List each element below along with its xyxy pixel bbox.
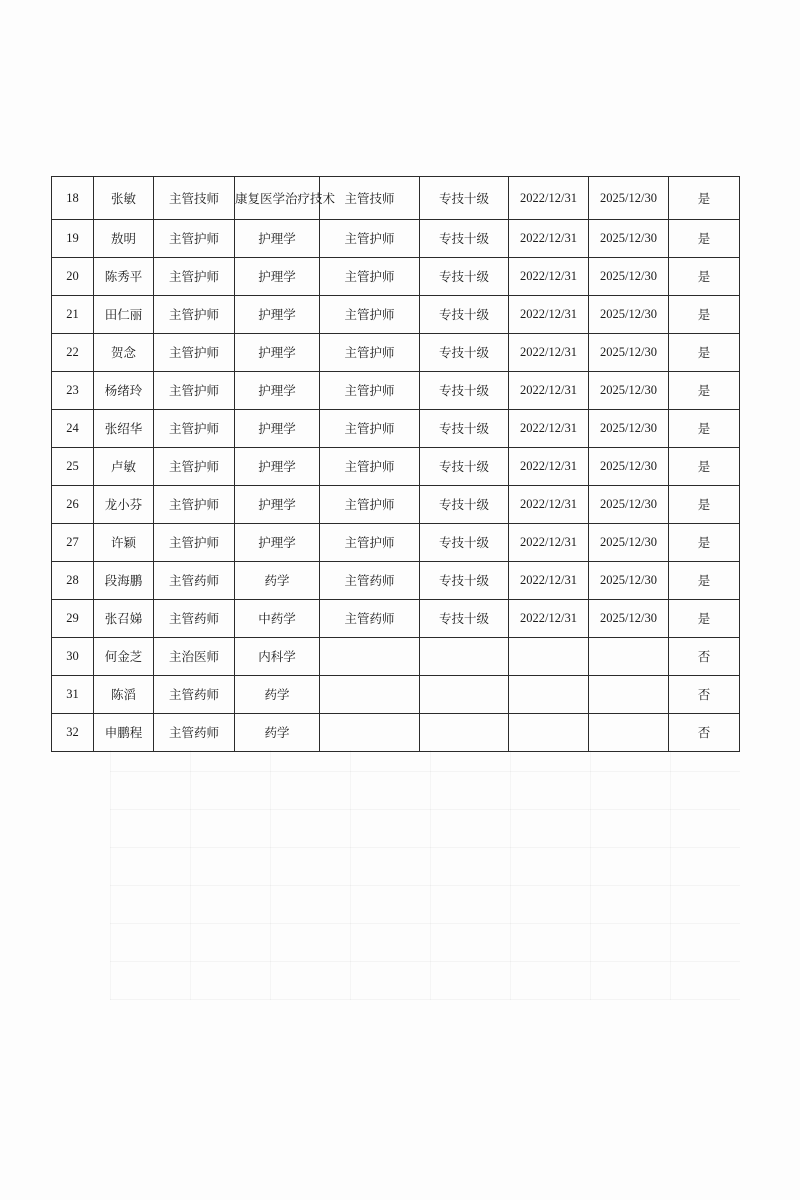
- name-cell: 张召娣: [94, 600, 154, 638]
- qualification-cell: 主管护师: [154, 258, 235, 296]
- row-number-cell: 32: [52, 714, 94, 752]
- table-body: [52, 177, 740, 752]
- qualification-cell: 主管护师: [154, 220, 235, 258]
- name-cell: 陈秀平: [94, 258, 154, 296]
- post-cell: 主管护师: [320, 524, 420, 562]
- start-date-cell: 2022/12/31: [509, 296, 589, 334]
- name-cell: 杨绪玲: [94, 372, 154, 410]
- row-number-cell: 29: [52, 600, 94, 638]
- staff-appointment-table: [51, 176, 740, 752]
- name-cell: 许颖: [94, 524, 154, 562]
- major-cell: 中药学: [235, 600, 320, 638]
- table-row: [52, 676, 740, 714]
- post-cell: 主管护师: [320, 448, 420, 486]
- start-date-cell: [509, 638, 589, 676]
- qualification-cell: 主管护师: [154, 524, 235, 562]
- major-cell: 护理学: [235, 220, 320, 258]
- start-date-cell: [509, 714, 589, 752]
- end-date-cell: 2025/12/30: [589, 524, 669, 562]
- major-cell: 护理学: [235, 296, 320, 334]
- name-cell: 陈滔: [94, 676, 154, 714]
- row-number-cell: 27: [52, 524, 94, 562]
- name-cell: 贺念: [94, 334, 154, 372]
- table-row: [52, 600, 740, 638]
- end-date-cell: 2025/12/30: [589, 372, 669, 410]
- start-date-cell: 2022/12/31: [509, 334, 589, 372]
- flag-cell: 是: [669, 296, 740, 334]
- major-cell: 药学: [235, 676, 320, 714]
- level-cell: 专技十级: [420, 600, 509, 638]
- flag-cell: 否: [669, 638, 740, 676]
- name-cell: 敖明: [94, 220, 154, 258]
- end-date-cell: 2025/12/30: [589, 177, 669, 220]
- level-cell: 专技十级: [420, 448, 509, 486]
- start-date-cell: 2022/12/31: [509, 600, 589, 638]
- qualification-cell: 主管护师: [154, 334, 235, 372]
- start-date-cell: 2022/12/31: [509, 410, 589, 448]
- major-cell: 康复医学治疗技术: [235, 177, 320, 220]
- level-cell: 专技十级: [420, 524, 509, 562]
- row-number-cell: 26: [52, 486, 94, 524]
- end-date-cell: [589, 676, 669, 714]
- level-cell: 专技十级: [420, 177, 509, 220]
- post-cell: 主管护师: [320, 258, 420, 296]
- name-cell: 何金芝: [94, 638, 154, 676]
- major-cell: 护理学: [235, 372, 320, 410]
- level-cell: 专技十级: [420, 410, 509, 448]
- table-row: [52, 562, 740, 600]
- qualification-cell: 主管护师: [154, 448, 235, 486]
- row-number-cell: 23: [52, 372, 94, 410]
- table-row: [52, 410, 740, 448]
- flag-cell: 是: [669, 177, 740, 220]
- major-cell: 护理学: [235, 258, 320, 296]
- flag-cell: 是: [669, 562, 740, 600]
- start-date-cell: 2022/12/31: [509, 448, 589, 486]
- row-number-cell: 20: [52, 258, 94, 296]
- flag-cell: 否: [669, 714, 740, 752]
- flag-cell: 是: [669, 600, 740, 638]
- flag-cell: 是: [669, 524, 740, 562]
- table-row: [52, 258, 740, 296]
- level-cell: [420, 638, 509, 676]
- end-date-cell: 2025/12/30: [589, 410, 669, 448]
- row-number-cell: 30: [52, 638, 94, 676]
- table-row: [52, 296, 740, 334]
- end-date-cell: 2025/12/30: [589, 448, 669, 486]
- qualification-cell: 主管药师: [154, 600, 235, 638]
- qualification-cell: 主管药师: [154, 676, 235, 714]
- row-number-cell: 19: [52, 220, 94, 258]
- major-cell: 护理学: [235, 334, 320, 372]
- qualification-cell: 主管药师: [154, 714, 235, 752]
- flag-cell: 是: [669, 448, 740, 486]
- table-row: [52, 334, 740, 372]
- end-date-cell: 2025/12/30: [589, 562, 669, 600]
- table-row: [52, 486, 740, 524]
- level-cell: 专技十级: [420, 296, 509, 334]
- row-number-cell: 22: [52, 334, 94, 372]
- end-date-cell: 2025/12/30: [589, 220, 669, 258]
- level-cell: 专技十级: [420, 220, 509, 258]
- table-row: [52, 638, 740, 676]
- major-cell: 护理学: [235, 448, 320, 486]
- name-cell: 田仁丽: [94, 296, 154, 334]
- end-date-cell: 2025/12/30: [589, 600, 669, 638]
- row-number-cell: 25: [52, 448, 94, 486]
- level-cell: 专技十级: [420, 258, 509, 296]
- end-date-cell: [589, 714, 669, 752]
- name-cell: 段海鹏: [94, 562, 154, 600]
- level-cell: [420, 676, 509, 714]
- post-cell: 主管护师: [320, 334, 420, 372]
- qualification-cell: 主管护师: [154, 410, 235, 448]
- row-number-cell: 28: [52, 562, 94, 600]
- major-cell: 护理学: [235, 524, 320, 562]
- name-cell: 卢敏: [94, 448, 154, 486]
- major-cell: 护理学: [235, 486, 320, 524]
- end-date-cell: [589, 638, 669, 676]
- end-date-cell: 2025/12/30: [589, 486, 669, 524]
- post-cell: 主管药师: [320, 600, 420, 638]
- end-date-cell: 2025/12/30: [589, 334, 669, 372]
- start-date-cell: [509, 676, 589, 714]
- table-row: [52, 714, 740, 752]
- major-cell: 药学: [235, 562, 320, 600]
- start-date-cell: 2022/12/31: [509, 524, 589, 562]
- qualification-cell: 主管技师: [154, 177, 235, 220]
- level-cell: 专技十级: [420, 372, 509, 410]
- start-date-cell: 2022/12/31: [509, 562, 589, 600]
- bleed-through-shadow: [110, 750, 740, 1000]
- start-date-cell: 2022/12/31: [509, 486, 589, 524]
- post-cell: 主管护师: [320, 486, 420, 524]
- flag-cell: 是: [669, 334, 740, 372]
- start-date-cell: 2022/12/31: [509, 372, 589, 410]
- level-cell: 专技十级: [420, 562, 509, 600]
- flag-cell: 是: [669, 486, 740, 524]
- flag-cell: 是: [669, 372, 740, 410]
- row-number-cell: 18: [52, 177, 94, 220]
- end-date-cell: 2025/12/30: [589, 296, 669, 334]
- row-number-cell: 24: [52, 410, 94, 448]
- post-cell: 主管护师: [320, 220, 420, 258]
- table-row: [52, 524, 740, 562]
- name-cell: 张绍华: [94, 410, 154, 448]
- name-cell: 张敏: [94, 177, 154, 220]
- flag-cell: 是: [669, 410, 740, 448]
- flag-cell: 是: [669, 220, 740, 258]
- qualification-cell: 主管药师: [154, 562, 235, 600]
- post-cell: 主管药师: [320, 562, 420, 600]
- major-cell: 护理学: [235, 410, 320, 448]
- name-cell: 申鹏程: [94, 714, 154, 752]
- qualification-cell: 主管护师: [154, 372, 235, 410]
- flag-cell: 否: [669, 676, 740, 714]
- post-cell: 主管技师: [320, 177, 420, 220]
- row-number-cell: 31: [52, 676, 94, 714]
- qualification-cell: 主管护师: [154, 296, 235, 334]
- post-cell: 主管护师: [320, 296, 420, 334]
- table-row: [52, 372, 740, 410]
- post-cell: 主管护师: [320, 372, 420, 410]
- qualification-cell: 主治医师: [154, 638, 235, 676]
- flag-cell: 是: [669, 258, 740, 296]
- table-row: [52, 448, 740, 486]
- post-cell: [320, 676, 420, 714]
- post-cell: [320, 714, 420, 752]
- start-date-cell: 2022/12/31: [509, 258, 589, 296]
- major-cell: 药学: [235, 714, 320, 752]
- table-row: [52, 220, 740, 258]
- level-cell: [420, 714, 509, 752]
- level-cell: 专技十级: [420, 486, 509, 524]
- table-row: [52, 177, 740, 220]
- start-date-cell: 2022/12/31: [509, 177, 589, 220]
- qualification-cell: 主管护师: [154, 486, 235, 524]
- post-cell: 主管护师: [320, 410, 420, 448]
- major-cell: 内科学: [235, 638, 320, 676]
- end-date-cell: 2025/12/30: [589, 258, 669, 296]
- post-cell: [320, 638, 420, 676]
- name-cell: 龙小芬: [94, 486, 154, 524]
- start-date-cell: 2022/12/31: [509, 220, 589, 258]
- row-number-cell: 21: [52, 296, 94, 334]
- level-cell: 专技十级: [420, 334, 509, 372]
